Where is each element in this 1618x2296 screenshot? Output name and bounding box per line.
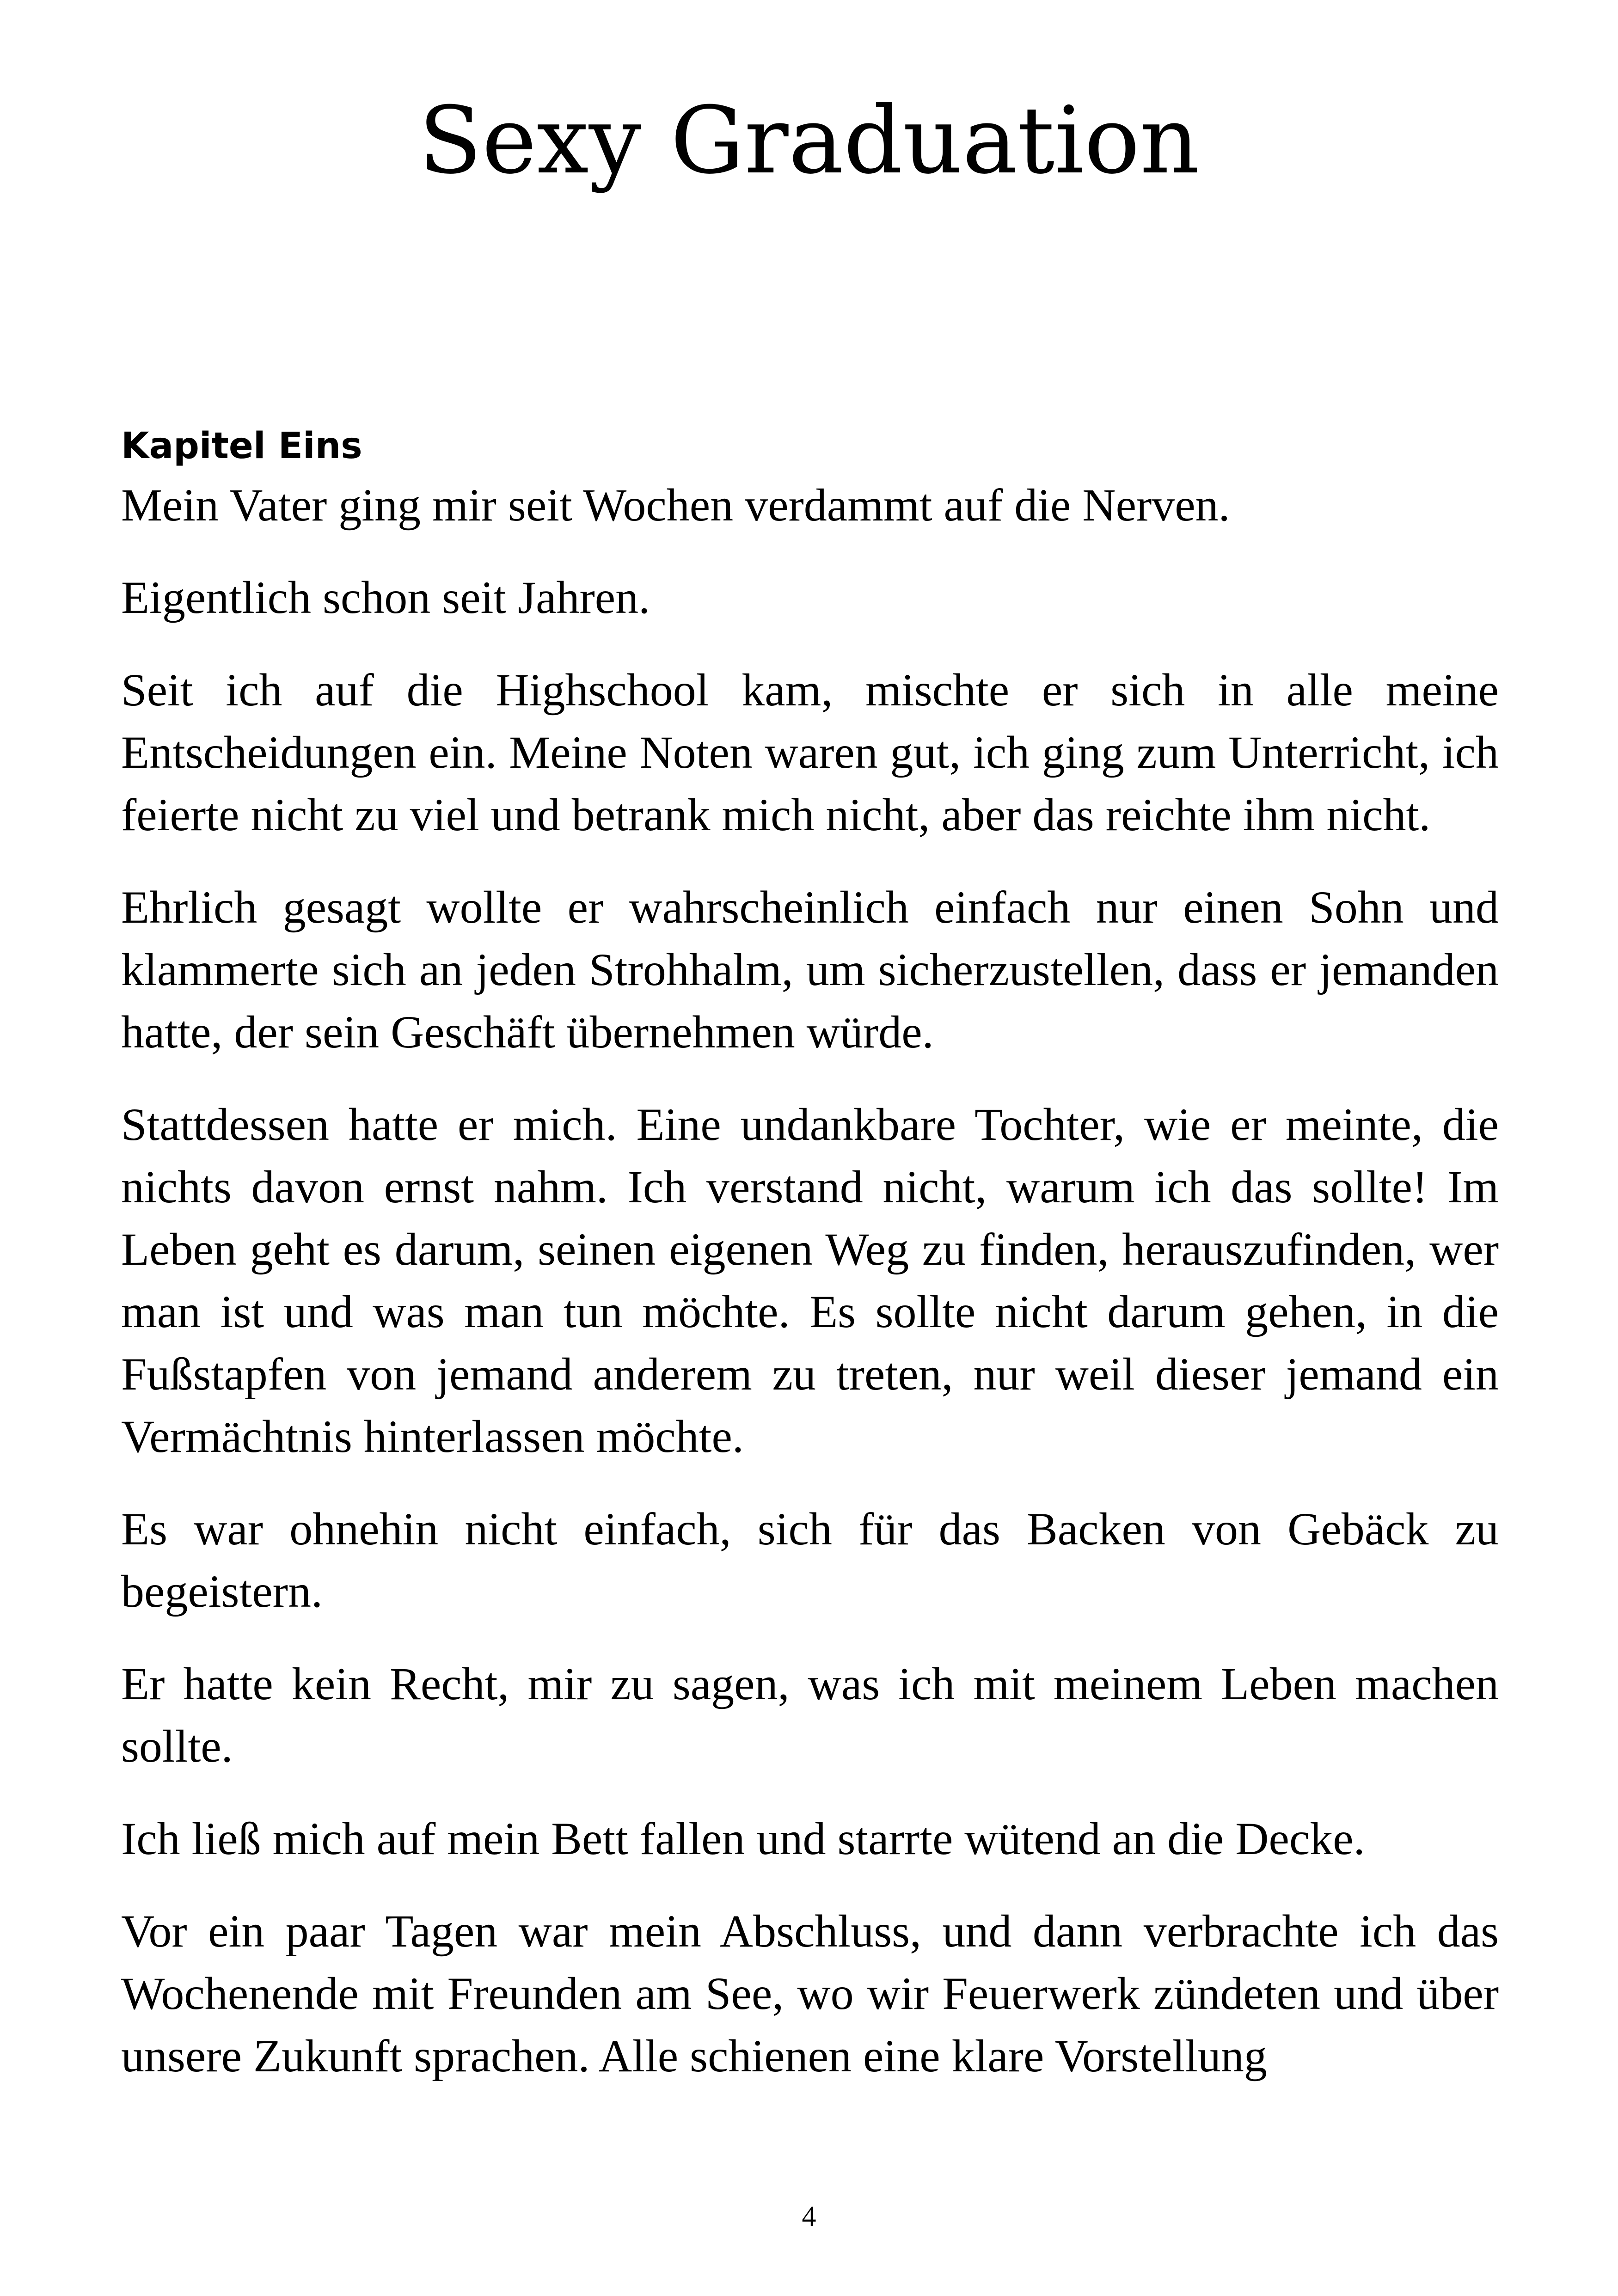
paragraph: Stattdessen hatte er mich. Eine undankbare Tochter, wie er meinte, die nichts davon ernst nahm. Ich verstand nicht, warum ich das sollte! Im Leben geht es darum, seinen eigenen Weg zu finden, herauszufinden, wer man ist und was man tun möchte. Es sollte nicht darum gehen, in die Fußstapfen von jemand anderem zu treten, nur weil dieser jemand ein Vermächtnis hinterlassen möchte.	[121, 1099, 1499, 1462]
chapter-heading: Kapitel Eins	[121, 425, 362, 467]
paragraph: Es war ohnehin nicht einfach, sich für das Backen von Gebäck zu begeistern.	[121, 1503, 1499, 1617]
paragraph: Seit ich auf die Highschool kam, mischte er sich in alle meine Entscheidungen ein. Meine Noten waren gut, ich ging zum Unterricht, ich feierte nicht zu viel und betrank mich nicht, aber das reichte ihm nicht.	[121, 664, 1499, 840]
paragraph: Mein Vater ging mir seit Wochen verdammt auf die Nerven.	[121, 479, 1230, 531]
paragraph: Eigentlich schon seit Jahren.	[121, 572, 650, 623]
paragraph: Ehrlich gesagt wollte er wahrscheinlich einfach nur einen Sohn und klammerte sich an jeden Strohhalm, um sicherzustellen, dass er jemanden hatte, der sein Geschäft übernehmen würde.	[121, 882, 1499, 1058]
paragraph: Vor ein paar Tagen war mein Abschluss, und dann verbrachte ich das Wochenende mit Freunden am See, wo wir Feuerwerk zündeten und über unsere Zukunft sprachen. Alle schienen eine klare Vorstellung	[121, 1905, 1499, 2082]
paragraph: Er hatte kein Recht, mir zu sagen, was ich mit meinem Leben machen sollte.	[121, 1658, 1499, 1772]
paragraph: Ich ließ mich auf mein Bett fallen und starrte wütend an die Decke.	[121, 1813, 1365, 1864]
document-title: Sexy Graduation	[418, 87, 1200, 195]
body-text	[121, 418, 1499, 2117]
page-number: 4	[802, 2201, 816, 2232]
